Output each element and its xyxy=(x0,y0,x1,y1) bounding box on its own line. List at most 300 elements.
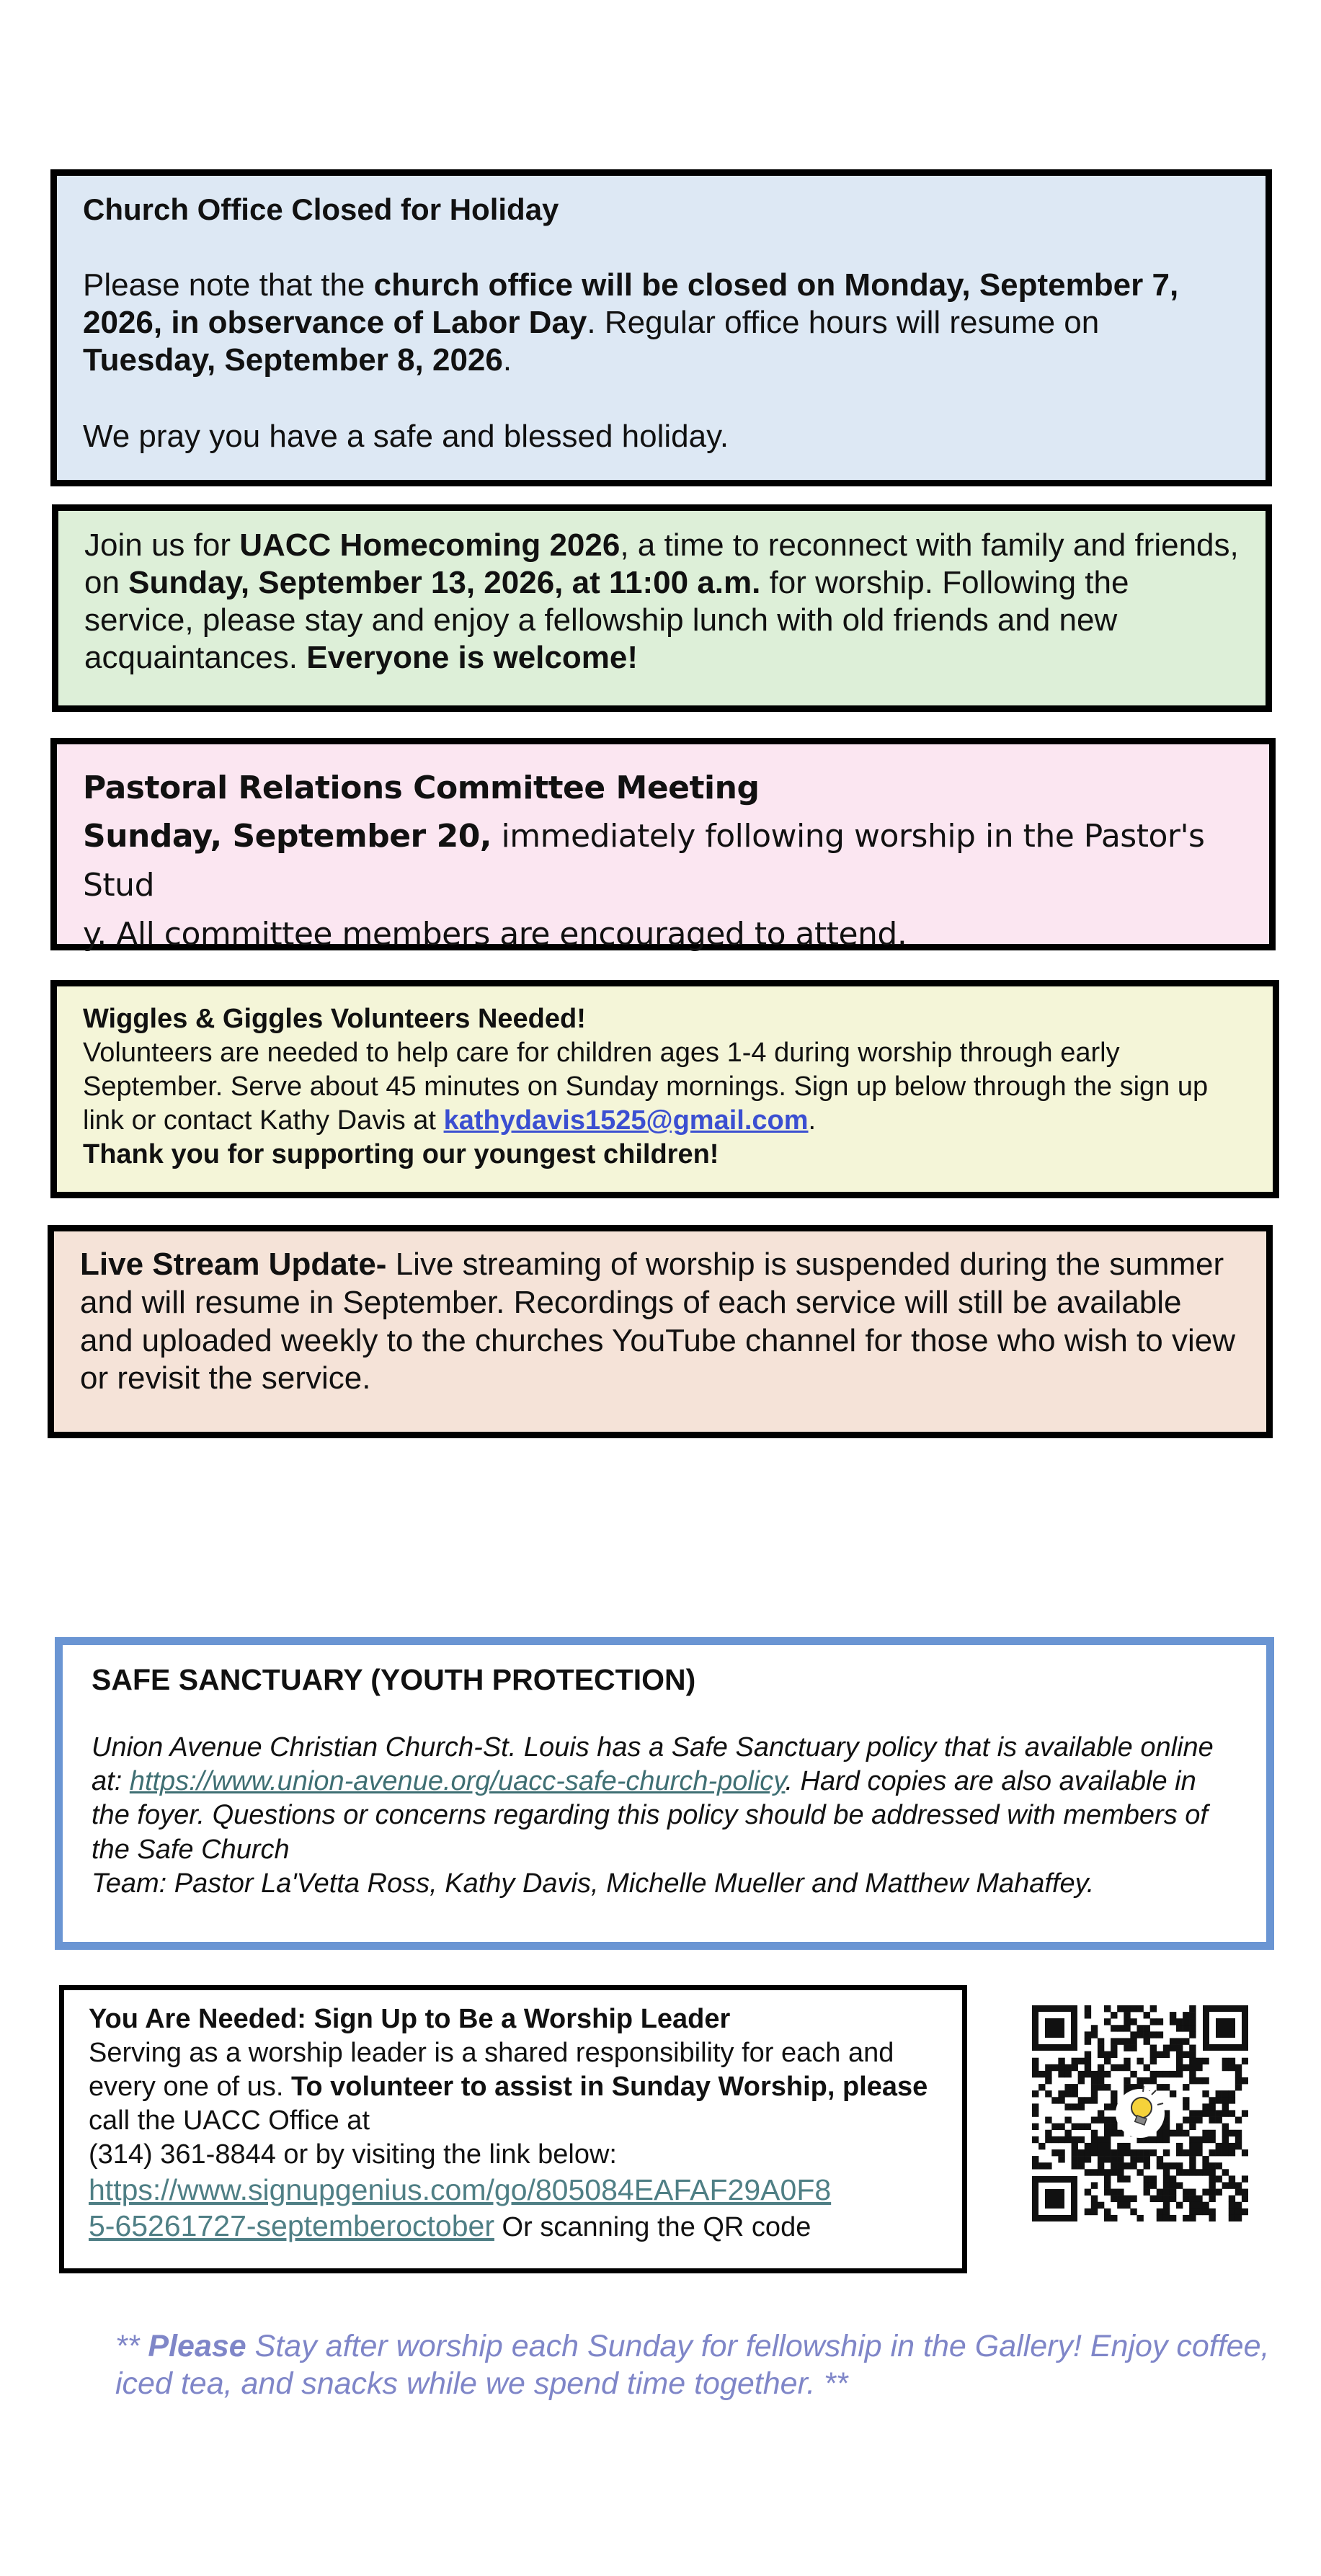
qr-module xyxy=(1124,2175,1130,2182)
qr-module xyxy=(1091,2196,1098,2202)
qr-module xyxy=(1235,2117,1242,2123)
qr-module xyxy=(1130,2018,1137,2025)
qr-module xyxy=(1058,2090,1064,2097)
qr-module xyxy=(1229,2064,1235,2071)
qr-module xyxy=(1137,2005,1143,2012)
qr-module xyxy=(1170,2182,1176,2188)
qr-module xyxy=(1183,2084,1189,2090)
qr-module xyxy=(1111,2038,1117,2044)
qr-module xyxy=(1209,2196,1215,2202)
office-closed-date: church office will be closed on Monday, September 7, 2026, in observance of Labor Day xyxy=(83,267,1179,341)
qr-module xyxy=(1216,2110,1222,2116)
qr-module xyxy=(1176,2162,1183,2169)
qr-module xyxy=(1058,2123,1064,2130)
qr-module xyxy=(1058,2136,1064,2143)
qr-module xyxy=(1137,2156,1143,2162)
qr-module xyxy=(1183,2130,1189,2136)
qr-module xyxy=(1117,2064,1124,2071)
qr-module xyxy=(1176,2182,1183,2188)
qr-module xyxy=(1189,2209,1196,2215)
qr-module xyxy=(1130,2045,1137,2051)
qr-module xyxy=(1176,2018,1183,2025)
qr-module xyxy=(1124,2012,1130,2018)
qr-module xyxy=(1163,2189,1170,2196)
qr-module xyxy=(1032,2071,1038,2077)
qr-module xyxy=(1032,2136,1038,2143)
qr-module xyxy=(1072,2136,1078,2143)
qr-module xyxy=(1098,2084,1104,2090)
qr-module xyxy=(1032,2110,1038,2116)
qr-module xyxy=(1235,2189,1242,2196)
qr-module xyxy=(1111,2169,1117,2175)
qr-module xyxy=(1137,2077,1143,2084)
qr-module xyxy=(1111,2064,1117,2071)
qr-module xyxy=(1189,2202,1196,2209)
qr-module xyxy=(1032,2090,1038,2097)
qr-module xyxy=(1117,2189,1124,2196)
qr-module xyxy=(1078,2162,1085,2169)
fellowship-footer xyxy=(115,2327,1283,2403)
qr-module xyxy=(1202,2189,1209,2196)
qr-module xyxy=(1183,2012,1189,2018)
qr-module xyxy=(1222,2058,1229,2064)
qr-module xyxy=(1150,2018,1157,2025)
qr-module xyxy=(1117,2196,1124,2202)
qr-module xyxy=(1183,2117,1189,2123)
qr-module xyxy=(1130,2162,1137,2169)
qr-module xyxy=(1032,2156,1038,2162)
qr-module xyxy=(1229,2058,1235,2064)
qr-module xyxy=(1104,2117,1111,2123)
qr-module xyxy=(1137,2215,1143,2221)
qr-module xyxy=(1189,2162,1196,2169)
qr-module xyxy=(1064,2130,1071,2136)
qr-module xyxy=(1111,2196,1117,2202)
qr-module xyxy=(1196,2209,1202,2215)
qr-module xyxy=(1072,2162,1078,2169)
office-text-1: Please note that the xyxy=(83,267,374,303)
qr-module xyxy=(1157,2189,1163,2196)
qr-module xyxy=(1137,2058,1143,2064)
qr-module xyxy=(1202,2090,1209,2097)
qr-module xyxy=(1216,2097,1222,2103)
qr-module xyxy=(1176,2058,1183,2064)
qr-module xyxy=(1072,2058,1078,2064)
signup-qr-code[interactable] xyxy=(1032,2005,1248,2221)
wiggles-title-text: Wiggles & Giggles Volunteers Needed! xyxy=(83,1004,586,1034)
qr-module xyxy=(1242,2058,1248,2064)
safe-policy-link[interactable]: https://www.union-avenue.org/uacc-safe-church-policy xyxy=(129,1766,786,1797)
qr-module xyxy=(1209,2136,1215,2143)
qr-module xyxy=(1104,2051,1111,2058)
qr-module xyxy=(1085,2031,1091,2038)
qr-module xyxy=(1124,2058,1130,2064)
qr-module xyxy=(1183,2097,1189,2103)
qr-module xyxy=(1242,2110,1248,2116)
qr-module xyxy=(1216,2143,1222,2149)
qr-module xyxy=(1216,2149,1222,2156)
qr-module xyxy=(1222,2090,1229,2097)
qr-module xyxy=(1098,2169,1104,2175)
qr-module xyxy=(1150,2182,1157,2188)
qr-module xyxy=(1045,2136,1051,2143)
qr-module xyxy=(1222,2182,1229,2188)
live-stream-text: Live streaming of worship is suspended during the summer and will resume in September. Recordings of each service will still be available and uploaded weekly to the churches YouTube channel for those who wish to view or revisit the service. xyxy=(80,1247,1235,1396)
qr-module xyxy=(1170,2215,1176,2221)
qr-module xyxy=(1235,2077,1242,2084)
qr-module xyxy=(1124,2025,1130,2031)
qr-module xyxy=(1051,2136,1058,2143)
qr-module xyxy=(1170,2162,1176,2169)
qr-module xyxy=(1098,2143,1104,2149)
qr-module xyxy=(1144,2182,1150,2188)
qr-module xyxy=(1150,2149,1157,2156)
qr-module xyxy=(1117,2025,1124,2031)
qr-module xyxy=(1189,2196,1196,2202)
worship-leader-body xyxy=(89,2036,938,2172)
qr-module xyxy=(1124,2084,1130,2090)
qr-module xyxy=(1111,2025,1117,2031)
qr-module xyxy=(1078,2097,1085,2103)
qr-module xyxy=(1058,2071,1064,2077)
qr-note: Or scanning the QR code xyxy=(494,2212,811,2243)
qr-module xyxy=(1216,2117,1222,2123)
qr-module xyxy=(1130,2038,1137,2044)
qr-module xyxy=(1209,2189,1215,2196)
qr-module xyxy=(1072,2123,1078,2130)
qr-module xyxy=(1176,2123,1183,2130)
qr-module xyxy=(1144,2031,1150,2038)
qr-module xyxy=(1170,2189,1176,2196)
qr-module xyxy=(1150,2175,1157,2182)
qr-module xyxy=(1058,2097,1064,2103)
qr-module xyxy=(1051,2123,1058,2130)
qr-module xyxy=(1216,2175,1222,2182)
qr-module xyxy=(1202,2169,1209,2175)
qr-finder-top-left xyxy=(1032,2005,1077,2051)
qr-module xyxy=(1117,2143,1124,2149)
qr-module xyxy=(1222,2097,1229,2103)
qr-module xyxy=(1117,2038,1124,2044)
qr-module xyxy=(1085,2156,1091,2162)
office-text-3: . xyxy=(502,342,512,378)
qr-module xyxy=(1072,2090,1078,2097)
qr-module xyxy=(1085,2064,1091,2071)
qr-module xyxy=(1091,2084,1098,2090)
qr-module xyxy=(1091,2077,1098,2084)
qr-module xyxy=(1189,2169,1196,2175)
qr-module xyxy=(1091,2117,1098,2123)
qr-module xyxy=(1104,2156,1111,2162)
qr-module xyxy=(1098,2077,1104,2084)
live-stream-body xyxy=(80,1246,1240,1398)
qr-module xyxy=(1137,2025,1143,2031)
pastoral-text-1: immediately following worship in the Pastor's Stud xyxy=(83,818,1205,904)
qr-module xyxy=(1235,2202,1242,2209)
qr-module xyxy=(1144,2038,1150,2044)
qr-module xyxy=(1144,2189,1150,2196)
qr-module xyxy=(1157,2071,1163,2077)
qr-module xyxy=(1189,2071,1196,2077)
qr-module xyxy=(1144,2025,1150,2031)
qr-module xyxy=(1196,2202,1202,2209)
qr-module xyxy=(1229,2175,1235,2182)
qr-module xyxy=(1111,2215,1117,2221)
qr-module xyxy=(1144,2064,1150,2071)
qr-module xyxy=(1098,2136,1104,2143)
safe-sanctuary-notice xyxy=(55,1637,1274,1950)
qr-module xyxy=(1098,2045,1104,2051)
footer-text: Stay after worship each Sunday for fellowship in the Gallery! Enjoy coffee, iced tea, and snacks while we spend time together. ** xyxy=(115,2329,1270,2402)
qr-module xyxy=(1242,2077,1248,2084)
qr-module xyxy=(1222,2149,1229,2156)
live-stream-notice xyxy=(48,1225,1273,1438)
qr-module xyxy=(1144,2156,1150,2162)
qr-module xyxy=(1229,2182,1235,2188)
qr-module xyxy=(1064,2117,1071,2123)
qr-module xyxy=(1157,2051,1163,2058)
live-stream-label: Live Stream Update- xyxy=(80,1247,387,1282)
qr-module xyxy=(1117,2202,1124,2209)
qr-module xyxy=(1137,2149,1143,2156)
qr-module xyxy=(1189,2058,1196,2064)
qr-module xyxy=(1176,2045,1183,2051)
qr-module xyxy=(1144,2162,1150,2169)
qr-module xyxy=(1202,2162,1209,2169)
qr-module xyxy=(1150,2051,1157,2058)
pastoral-body xyxy=(83,812,1243,960)
qr-module xyxy=(1189,2025,1196,2031)
qr-module xyxy=(1235,2084,1242,2090)
safe-text-2: . Hard copies are also available in the foyer. Questions or concerns regarding this policy should be addressed with members of the Safe Church xyxy=(92,1766,1208,1865)
qr-module xyxy=(1051,2149,1058,2156)
qr-module xyxy=(1104,2215,1111,2221)
qr-module xyxy=(1085,2169,1091,2175)
qr-module xyxy=(1222,2110,1229,2116)
qr-module xyxy=(1196,2077,1202,2084)
qr-module xyxy=(1183,2169,1189,2175)
qr-module xyxy=(1209,2110,1215,2116)
qr-module xyxy=(1058,2156,1064,2162)
qr-module xyxy=(1085,2012,1091,2018)
pastoral-text-2: y. All committee members are encouraged to attend. xyxy=(83,916,907,953)
leader-text-bold: To volunteer to assist in Sunday Worship, please xyxy=(290,2071,928,2102)
qr-module xyxy=(1170,2130,1176,2136)
qr-module xyxy=(1189,2143,1196,2149)
qr-module xyxy=(1163,2182,1170,2188)
qr-module xyxy=(1064,2084,1071,2090)
homecoming-date: Sunday, September 13, 2026, at 11:00 a.m. xyxy=(128,564,761,600)
qr-module xyxy=(1064,2071,1071,2077)
qr-module xyxy=(1202,2058,1209,2064)
pastoral-date: Sunday, September 20, xyxy=(83,818,492,855)
qr-module xyxy=(1032,2064,1038,2071)
qr-module xyxy=(1045,2117,1051,2123)
wiggles-period: . xyxy=(808,1105,817,1136)
qr-module xyxy=(1117,2156,1124,2162)
qr-module xyxy=(1222,2064,1229,2071)
signup-genius-link[interactable]: https://www.signupgenius.com/go/805084EAFAF29A0F8 5-65261727-septemberoctober xyxy=(89,2173,832,2243)
qr-module xyxy=(1157,2162,1163,2169)
qr-module xyxy=(1091,2130,1098,2136)
qr-module xyxy=(1072,2149,1078,2156)
qr-module xyxy=(1085,2038,1091,2044)
qr-module xyxy=(1144,2175,1150,2182)
qr-module xyxy=(1183,2149,1189,2156)
qr-module xyxy=(1170,2196,1176,2202)
safe-sanctuary-team: Team: Pastor La'Vetta Ross, Kathy Davis, Michelle Mueller and Matthew Mahaffey. xyxy=(92,1868,1095,1899)
qr-module xyxy=(1064,2136,1071,2143)
pastoral-committee-notice xyxy=(50,738,1276,953)
qr-module xyxy=(1144,2149,1150,2156)
qr-module xyxy=(1235,2071,1242,2077)
qr-module xyxy=(1202,2209,1209,2215)
qr-module xyxy=(1235,2130,1242,2136)
wiggles-email-link[interactable]: kathydavis1525@gmail.com xyxy=(443,1105,809,1136)
qr-module xyxy=(1104,2005,1111,2012)
qr-module xyxy=(1242,2175,1248,2182)
qr-module xyxy=(1196,2149,1202,2156)
qr-module xyxy=(1104,2209,1111,2215)
qr-module xyxy=(1183,2215,1189,2221)
worship-leader-link-line xyxy=(89,2172,938,2244)
office-closed-body xyxy=(83,267,1240,379)
homecoming-text-2: , a time to reconnect with family and friends, on xyxy=(84,527,1239,600)
qr-module xyxy=(1157,2018,1163,2025)
qr-module xyxy=(1091,2031,1098,2038)
qr-module xyxy=(1242,2149,1248,2156)
qr-module xyxy=(1157,2084,1163,2090)
qr-module xyxy=(1091,2071,1098,2077)
qr-module xyxy=(1183,2038,1189,2044)
qr-module xyxy=(1189,2051,1196,2058)
qr-module xyxy=(1144,2012,1150,2018)
qr-module xyxy=(1163,2136,1170,2143)
qr-module xyxy=(1150,2077,1157,2084)
qr-module xyxy=(1163,2149,1170,2156)
safe-sanctuary-body xyxy=(92,1731,1237,1866)
qr-module xyxy=(1222,2123,1229,2130)
safe-text-1: Union Avenue Christian Church-St. Louis has a Safe Sanctuary policy that is available online at: xyxy=(92,1732,1214,1797)
qr-module xyxy=(1183,2018,1189,2025)
qr-module xyxy=(1209,2130,1215,2136)
homecoming-notice xyxy=(52,504,1272,712)
qr-module xyxy=(1124,2196,1130,2202)
qr-module xyxy=(1072,2084,1078,2090)
qr-module xyxy=(1124,2018,1130,2025)
qr-module xyxy=(1163,2209,1170,2215)
qr-module xyxy=(1176,2202,1183,2209)
qr-module xyxy=(1098,2202,1104,2209)
qr-module xyxy=(1144,2077,1150,2084)
qr-module xyxy=(1104,2071,1111,2077)
qr-module xyxy=(1189,2012,1196,2018)
qr-module xyxy=(1124,2064,1130,2071)
qr-module xyxy=(1163,2202,1170,2209)
qr-module xyxy=(1117,2175,1124,2182)
qr-module xyxy=(1098,2149,1104,2156)
wiggles-thanks-text: Thank you for supporting our youngest children! xyxy=(83,1139,719,1170)
qr-module xyxy=(1229,2209,1235,2215)
qr-module xyxy=(1032,2123,1038,2130)
pastoral-title: Pastoral Relations Committee Meeting xyxy=(83,770,760,806)
homecoming-text-1: Join us for xyxy=(84,527,240,563)
qr-module xyxy=(1085,2149,1091,2156)
qr-module xyxy=(1183,2189,1189,2196)
qr-module xyxy=(1150,2136,1157,2143)
qr-module xyxy=(1235,2136,1242,2143)
footer-stars: ** xyxy=(115,2329,148,2363)
qr-module xyxy=(1137,2169,1143,2175)
qr-module xyxy=(1189,2018,1196,2025)
qr-module xyxy=(1104,2123,1111,2130)
qr-module xyxy=(1045,2162,1051,2169)
qr-module xyxy=(1176,2143,1183,2149)
qr-module xyxy=(1176,2025,1183,2031)
qr-module xyxy=(1196,2110,1202,2116)
qr-module xyxy=(1111,2012,1117,2018)
qr-module xyxy=(1202,2110,1209,2116)
qr-module xyxy=(1196,2169,1202,2175)
qr-module xyxy=(1183,2025,1189,2031)
qr-module xyxy=(1196,2136,1202,2143)
qr-module xyxy=(1150,2045,1157,2051)
qr-module xyxy=(1202,2077,1209,2084)
qr-module xyxy=(1104,2189,1111,2196)
qr-module xyxy=(1111,2162,1117,2169)
qr-module xyxy=(1111,2130,1117,2136)
qr-module xyxy=(1124,2038,1130,2044)
qr-module xyxy=(1058,2149,1064,2156)
qr-module xyxy=(1222,2143,1229,2149)
qr-module xyxy=(1157,2130,1163,2136)
qr-module xyxy=(1163,2123,1170,2130)
qr-module xyxy=(1209,2162,1215,2169)
qr-module xyxy=(1189,2215,1196,2221)
qr-module xyxy=(1235,2182,1242,2188)
qr-module xyxy=(1189,2045,1196,2051)
qr-module xyxy=(1209,2209,1215,2215)
qr-module xyxy=(1202,2202,1209,2209)
qr-module xyxy=(1137,2031,1143,2038)
qr-module xyxy=(1222,2169,1229,2175)
qr-module xyxy=(1163,2162,1170,2169)
qr-module xyxy=(1216,2090,1222,2097)
qr-module xyxy=(1229,2143,1235,2149)
qr-module xyxy=(1189,2064,1196,2071)
qr-module xyxy=(1209,2103,1215,2110)
qr-module xyxy=(1098,2038,1104,2044)
qr-module xyxy=(1111,2045,1117,2051)
office-closed-title: Church Office Closed for Holiday xyxy=(83,192,559,226)
qr-module xyxy=(1104,2130,1111,2136)
qr-module xyxy=(1189,2117,1196,2123)
qr-module xyxy=(1117,2149,1124,2156)
qr-module xyxy=(1072,2103,1078,2110)
qr-module xyxy=(1104,2084,1111,2090)
qr-module xyxy=(1170,2038,1176,2044)
qr-module xyxy=(1189,2005,1196,2012)
qr-module xyxy=(1229,2130,1235,2136)
qr-module xyxy=(1078,2123,1085,2130)
qr-module xyxy=(1111,2123,1117,2130)
footer-please: Please xyxy=(148,2329,246,2363)
qr-module xyxy=(1072,2143,1078,2149)
qr-module xyxy=(1157,2215,1163,2221)
qr-finder-bottom-left xyxy=(1032,2176,1077,2221)
office-text-2: . Regular office hours will resume on xyxy=(587,305,1100,341)
qr-module xyxy=(1098,2064,1104,2071)
